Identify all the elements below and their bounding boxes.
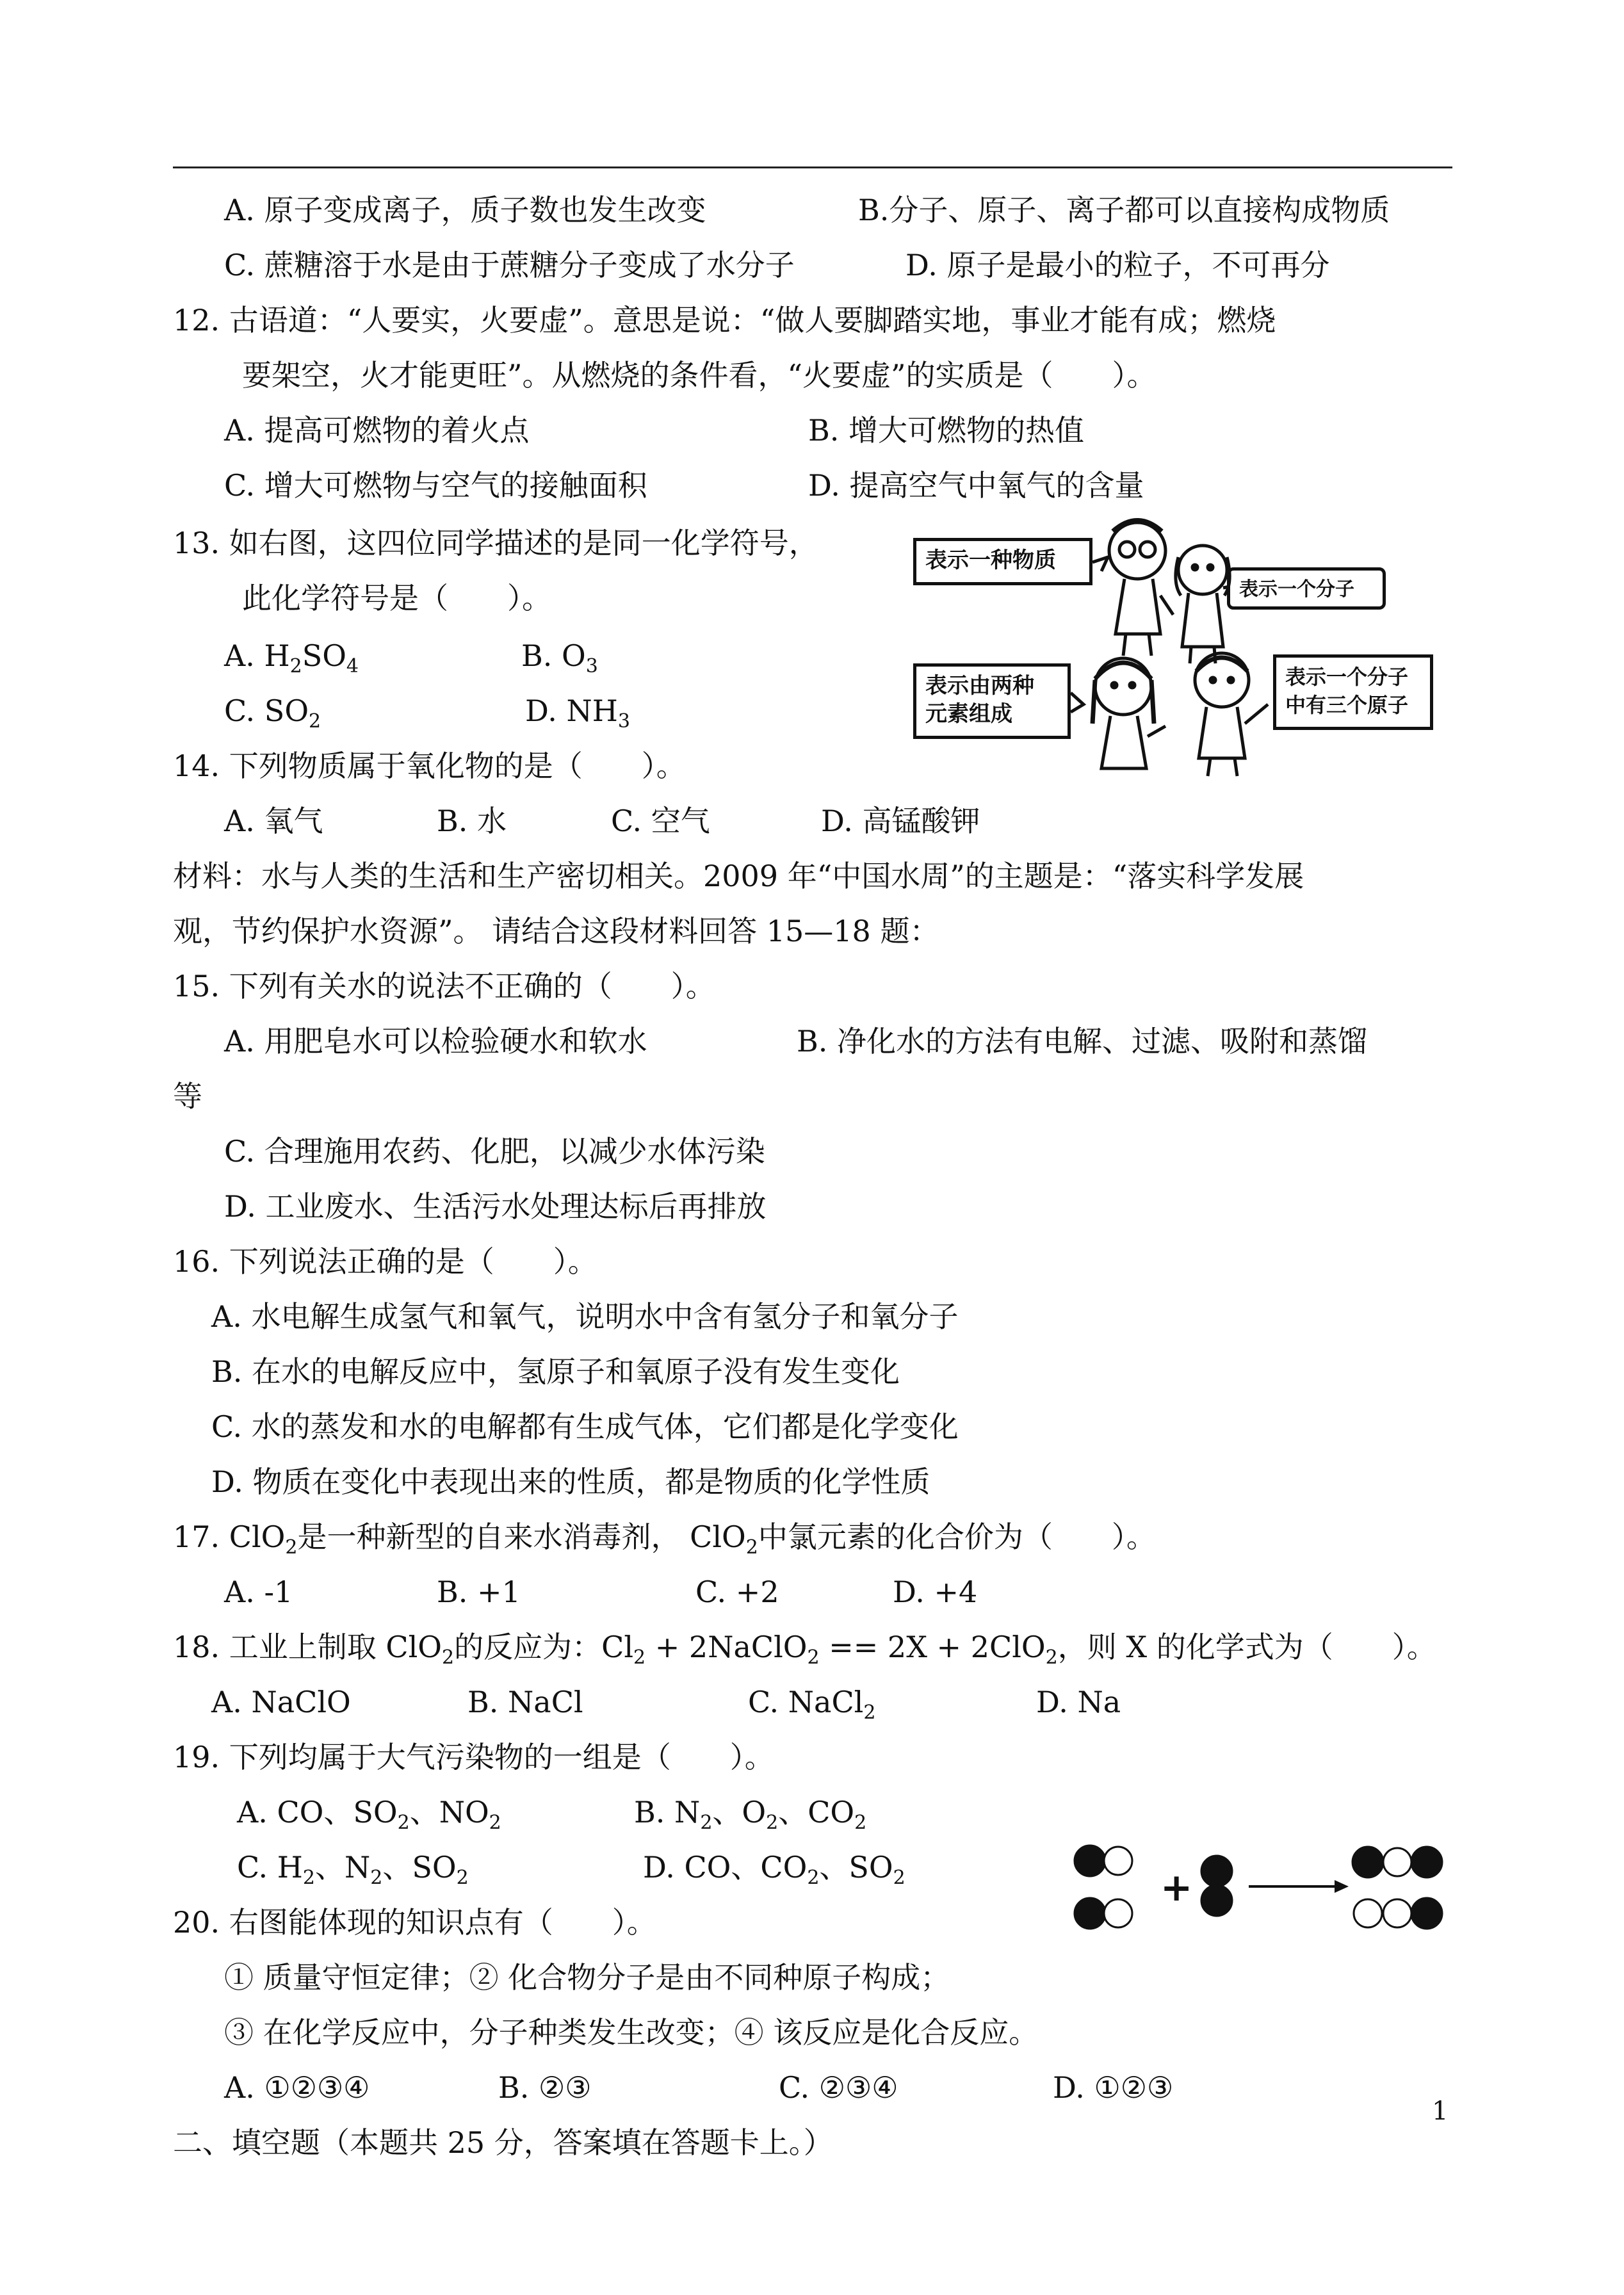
q14-option-a: A. 氧气 bbox=[224, 804, 323, 838]
q20-option-b: B. ②③ bbox=[498, 2070, 592, 2105]
q20-statement-2: ③ 在化学反应中，分子种类发生改变；④ 该反应是化合反应。 bbox=[224, 2015, 1039, 2050]
q17-option-b: B. +1 bbox=[437, 1575, 521, 1609]
q13-option-a: A. $H_2SO_4$ bbox=[224, 638, 359, 677]
q15-stem: 15. 下列有关水的说法不正确的（ ）。 bbox=[173, 969, 715, 1003]
q15-option-b: B. 净化水的方法有电解、过滤、吸附和蒸馏 bbox=[797, 1024, 1368, 1058]
speech-bubble-substance: 表示一种物质 bbox=[913, 538, 1092, 585]
q16-option-d: D. 物质在变化中表现出来的性质，都是物质的化学性质 bbox=[211, 1464, 930, 1499]
q17-stem: 17. ClO$_2$是一种新型的自来水消毒剂， ClO$_2$中氯元素的化合价为（ ）。 bbox=[173, 1520, 1156, 1559]
q15-option-d: D. 工业废水、生活污水处理达标后再排放 bbox=[224, 1189, 767, 1224]
q13-stem-line-2: 此化学符号是（ ）。 bbox=[242, 581, 551, 615]
q19-option-b: B. $N_2$、$O_2$、$CO_2$ bbox=[634, 1795, 867, 1834]
q12-stem-line-1: 12. 古语道：“人要实，火要虚”。意思是说：“做人要脚踏实地，事业才能有成；燃烧 bbox=[173, 303, 1276, 337]
plus-sign: + bbox=[1160, 1865, 1193, 1910]
q15-option-a: A. 用肥皂水可以检验硬水和软水 bbox=[224, 1024, 647, 1058]
q18-option-b: B. NaCl bbox=[467, 1685, 583, 1719]
q20-option-a: A. ①②③④ bbox=[224, 2070, 370, 2105]
q17-option-d: D. +4 bbox=[893, 1575, 978, 1609]
q19-option-a: A. CO、$SO_2$、$NO_2$ bbox=[237, 1795, 501, 1834]
q11-option-b: B.分子、原子、离子都可以直接构成物质 bbox=[858, 193, 1390, 227]
header-rule bbox=[173, 166, 1452, 168]
q18-option-c: C. NaCl$_2$ bbox=[748, 1685, 876, 1724]
q12-option-b: B. 增大可燃物的热值 bbox=[808, 413, 1085, 448]
q11-option-d: D. 原子是最小的粒子，不可再分 bbox=[905, 248, 1330, 282]
student-cartoons bbox=[909, 512, 1434, 781]
q18-option-d: D. Na bbox=[1036, 1685, 1121, 1719]
q11-option-c: C. 蔗糖溶于水是由于蔗糖分子变成了水分子 bbox=[224, 248, 795, 282]
q13-stem-line-1: 13. 如右图，这四位同学描述的是同一化学符号， bbox=[173, 526, 818, 560]
q16-option-a: A. 水电解生成氢气和氧气，说明水中含有氢分子和氧分子 bbox=[211, 1299, 959, 1334]
q16-stem: 16. 下列说法正确的是（ ）。 bbox=[173, 1244, 597, 1279]
section-2-heading: 二、填空题（本题共 25 分，答案填在答题卡上。） bbox=[173, 2125, 833, 2160]
material-line-2: 观，节约保护水资源”。 请结合这段材料回答 15—18 题： bbox=[173, 914, 939, 948]
q20-option-c: C. ②③④ bbox=[779, 2070, 898, 2105]
arrow-icon bbox=[1335, 1880, 1349, 1893]
q14-option-b: B. 水 bbox=[437, 804, 507, 838]
q12-stem-line-2: 要架空，火才能更旺”。从燃烧的条件看，“火要虚”的实质是（ ）。 bbox=[242, 358, 1157, 393]
q20-option-d: D. ①②③ bbox=[1053, 2070, 1174, 2105]
q12-option-a: A. 提高可燃物的着火点 bbox=[224, 413, 530, 448]
q14-option-c: C. 空气 bbox=[611, 804, 710, 838]
q18-option-a: A. NaClO bbox=[211, 1685, 351, 1719]
q19-option-c: C. $H_2$、$N_2$、$SO_2$ bbox=[237, 1850, 469, 1889]
page-number: 1 bbox=[1432, 2096, 1449, 2126]
q19-option-d: D. CO、$CO_2$、$SO_2$ bbox=[643, 1850, 905, 1889]
q11-option-a: A. 原子变成离子，质子数也发生改变 bbox=[224, 193, 706, 227]
q13-option-c: C. $SO_2$ bbox=[224, 693, 321, 733]
molecule-models bbox=[1063, 1831, 1473, 1947]
q13-option-d: D. $NH_3$ bbox=[525, 693, 630, 733]
q17-option-a: A. -1 bbox=[224, 1575, 293, 1609]
q18-stem: 18. 工业上制取 ClO$_2$的反应为：$Cl_2$ + 2NaClO$_2$ == 2X + 2ClO$_2$，则 X 的化学式为（ ）。 bbox=[173, 1630, 1436, 1669]
q17-option-c: C. +2 bbox=[695, 1575, 779, 1609]
q20-statement-1: ① 质量守恒定律；② 化合物分子是由不同种原子构成； bbox=[224, 1960, 950, 1995]
speech-bubble-molecule: 表示一个分子 bbox=[1227, 567, 1386, 610]
q15-option-c: C. 合理施用农药、化肥，以减少水体污染 bbox=[224, 1134, 765, 1169]
q13-students-figure bbox=[909, 512, 1434, 781]
q12-option-d: D. 提高空气中氧气的含量 bbox=[808, 468, 1144, 503]
q12-option-c: C. 增大可燃物与空气的接触面积 bbox=[224, 468, 647, 503]
q16-option-b: B. 在水的电解反应中，氢原子和氧原子没有发生变化 bbox=[211, 1354, 900, 1389]
speech-bubble-three-atoms: 表示一个分子 中有三个原子 bbox=[1273, 654, 1433, 730]
material-line-1: 材料：水与人类的生活和生产密切相关。2009 年“中国水周”的主题是：“落实科学发展 bbox=[173, 859, 1304, 893]
q14-stem: 14. 下列物质属于氧化物的是（ ）。 bbox=[173, 749, 686, 783]
q19-stem: 19. 下列均属于大气污染物的一组是（ ）。 bbox=[173, 1740, 774, 1774]
q20-stem: 20. 右图能体现的知识点有（ ）。 bbox=[173, 1905, 656, 1940]
q16-option-c: C. 水的蒸发和水的电解都有生成气体，它们都是化学变化 bbox=[211, 1409, 959, 1444]
q14-option-d: D. 高锰酸钾 bbox=[821, 804, 980, 838]
speech-bubble-two-elements: 表示由两种 元素组成 bbox=[913, 663, 1071, 739]
q20-reaction-diagram bbox=[1063, 1831, 1473, 1947]
q13-option-b: B. $O_3$ bbox=[521, 638, 598, 677]
q15-option-b-continued: 等 bbox=[173, 1079, 202, 1114]
